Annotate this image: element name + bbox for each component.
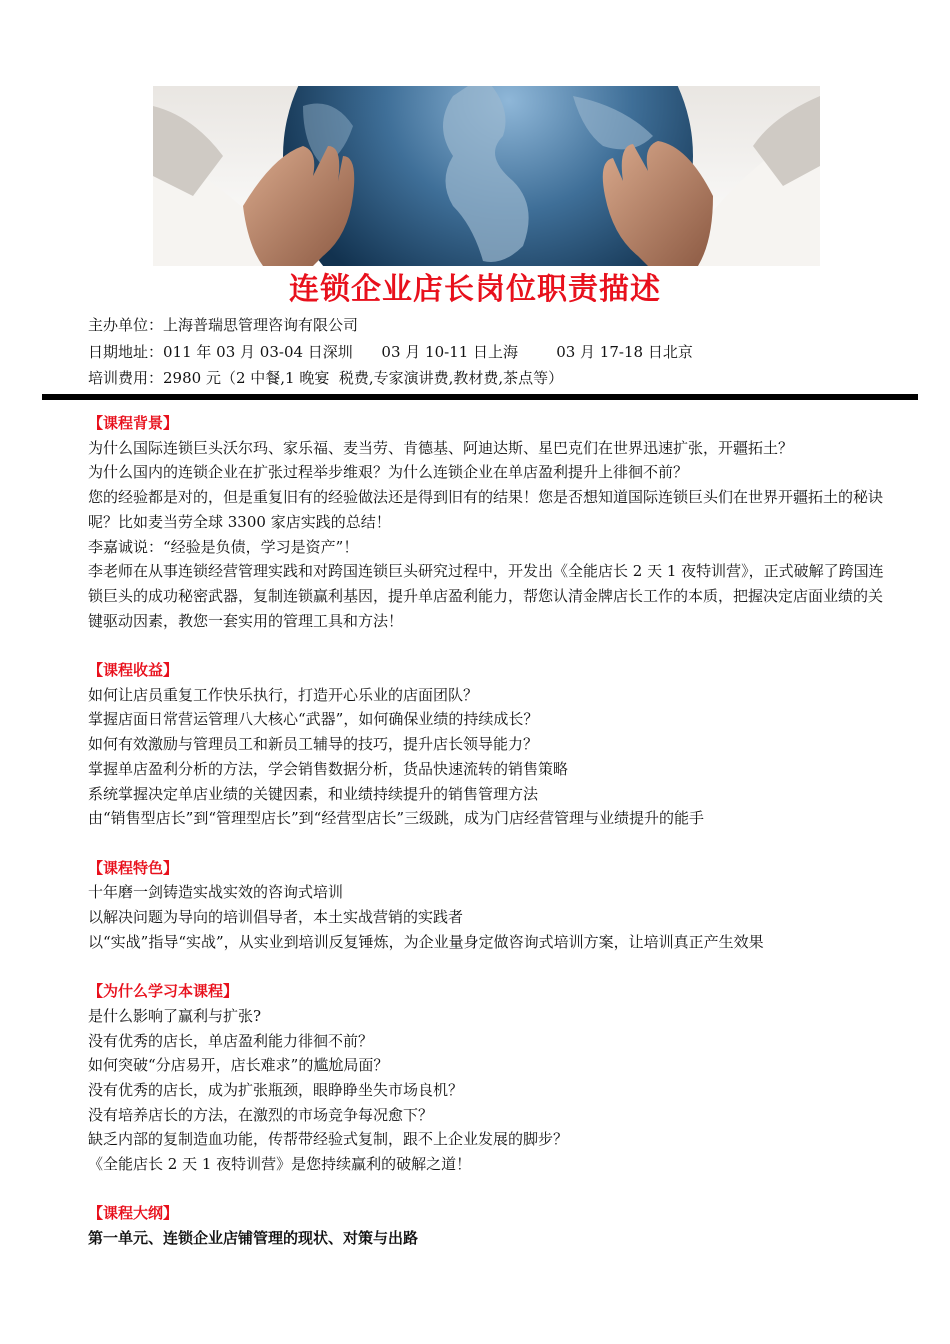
course-meta xyxy=(88,312,693,392)
list-item: 如何有效激励与管理员工和新员工辅导的技巧，提升店长领导能力？ xyxy=(88,735,539,754)
section-heading-why: 【为什么学习本课程】 xyxy=(88,982,239,1001)
horizontal-divider xyxy=(42,394,918,400)
paragraph: 李嘉诚说：“经验是负债，学习是资产”！ xyxy=(88,537,359,556)
section-heading-background: 【课程背景】 xyxy=(88,414,179,432)
paragraph: 为什么国内的连锁企业在扩张过程举步维艰？为什么连锁企业在单店盈利提升上徘徊不前？ xyxy=(88,463,689,482)
list-item: 由“销售型店长”到“管理型店长”到“经营型店长”三级跳，成为门店经营管理与业绩提升的能手 xyxy=(88,809,705,828)
outline-unit-1: 第一单元、连锁企业店铺管理的现状、对策与出路 xyxy=(88,1229,419,1248)
list-item: 没有优秀的店长，单店盈利能力徘徊不前？ xyxy=(88,1031,374,1050)
list-item: 是什么影响了赢利与扩张? xyxy=(88,1006,262,1025)
list-item: 掌握单店盈利分析的方法，学会销售数据分析，货品快速流转的销售策略 xyxy=(88,759,569,778)
list-item: 十年磨一剑铸造实战实效的咨询式培训 xyxy=(88,883,344,902)
list-item: 以“实战”指导“实战”，从实业到培训反复锤炼，为企业量身定做咨询式培训方案，让培训真正产生效果 xyxy=(88,932,764,951)
list-item: 《全能店长 2 天 1 夜特训营》是您持续赢利的破解之道！ xyxy=(88,1155,472,1174)
page-title: 连锁企业店长岗位职责描述 xyxy=(289,272,661,307)
list-item: 如何让店员重复工作快乐执行，打造开心乐业的店面团队？ xyxy=(88,685,479,704)
fee-line: 培训费用：2980 元（2 中餐,1 晚宴 税费,专家演讲费,教材费,茶点等） xyxy=(88,369,564,387)
banner-globe-image xyxy=(153,86,820,266)
list-item: 没有优秀的店长，成为扩张瓶颈，眼睁睁坐失市场良机？ xyxy=(88,1080,464,1099)
paragraph: 李老师在从事连锁经营管理实践和对跨国连锁巨头研究过程中，开发出《全能店长 2 天 1 夜特训营》，正式破解了跨国连锁巨头的成功秘密武器，复制连锁赢利基因，提升单店盈利能力，帮您认清金牌店长工作的本质，把握决定店面业绩的关键驱动因素，教您一套实用的管理工具和方法！ xyxy=(88,562,884,630)
list-item: 缺乏内部的复制造血功能，传帮带经验式复制，跟不上企业发展的脚步？ xyxy=(88,1130,569,1149)
list-item: 掌握店面日常营运管理八大核心“武器”，如何确保业绩的持续成长？ xyxy=(88,710,539,729)
list-item: 系统掌握决定单店业绩的关键因素，和业绩持续提升的销售管理方法 xyxy=(88,784,539,803)
paragraph: 您的经验都是对的，但是重复旧有的经验做法还是得到旧有的结果！您是否想知道国际连锁巨头们在世界开疆拓土的秘诀呢？比如麦当劳全球 3300 家店实践的总结！ xyxy=(88,488,884,531)
organizer-line: 主办单位：上海普瑞思管理咨询有限公司 xyxy=(88,316,359,334)
course-content xyxy=(88,411,888,1251)
paragraph: 为什么国际连锁巨头沃尔玛、家乐福、麦当劳、肯德基、阿迪达斯、星巴克们在世界迅速扩张，开疆拓土？ xyxy=(88,438,794,457)
section-heading-features: 【课程特色】 xyxy=(88,858,179,877)
list-item: 如何突破“分店易开，店长难求”的尴尬局面？ xyxy=(88,1056,389,1075)
section-heading-outline: 【课程大纲】 xyxy=(88,1204,179,1223)
list-item: 没有培养店长的方法，在激烈的市场竞争每况愈下？ xyxy=(88,1105,434,1124)
dates-line: 日期地址：011 年 03 月 03-04 日深圳 03 月 10-11 日上海 03 月 17-18 日北京 xyxy=(88,342,693,361)
list-item: 以解决问题为导向的培训倡导者，本土实战营销的实践者 xyxy=(88,908,464,927)
section-heading-benefits: 【课程收益】 xyxy=(88,661,179,680)
